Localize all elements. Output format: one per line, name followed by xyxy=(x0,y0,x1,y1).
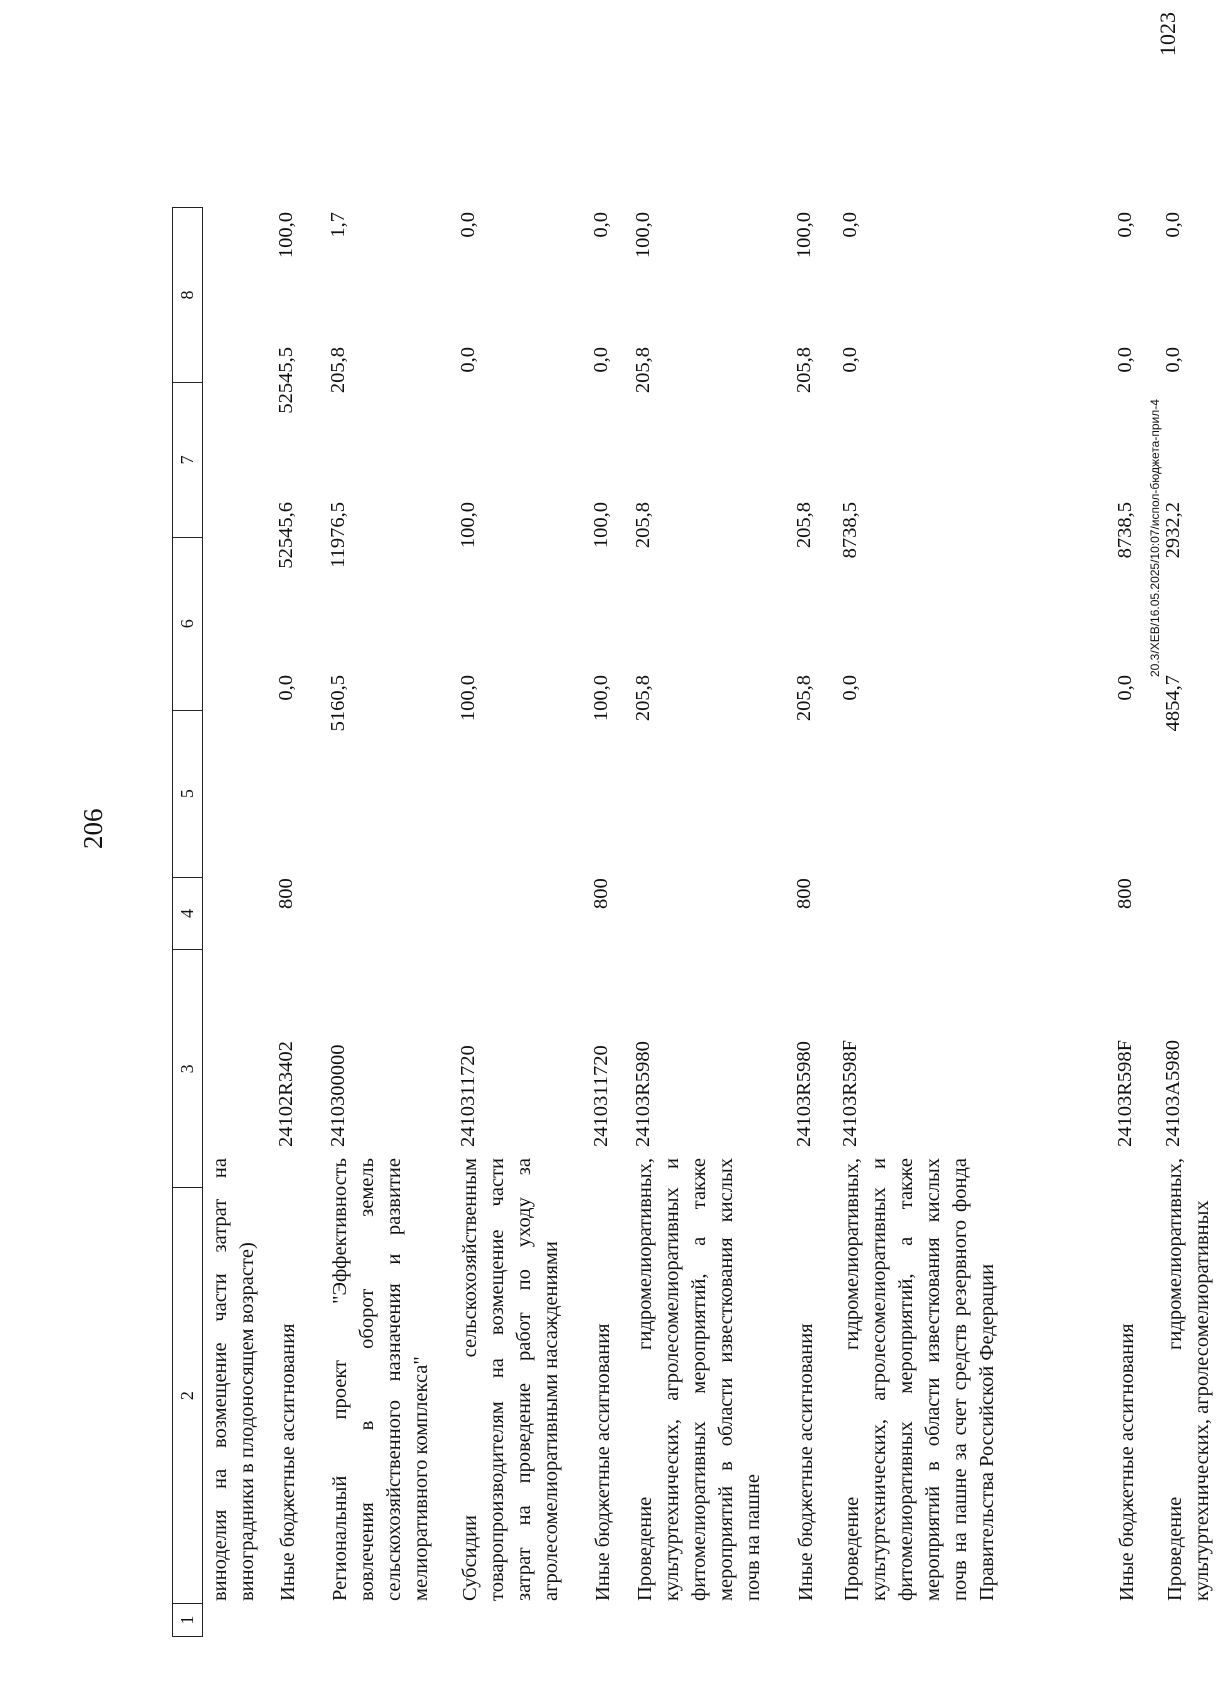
row-9-code: 24103A5980 xyxy=(1162,1039,1184,1147)
row-8-col5: 0,0 xyxy=(1114,675,1136,701)
row-9-col8: 0,0 xyxy=(1162,212,1184,238)
row-1-col7: 52545,5 xyxy=(275,347,297,414)
row-8-col8: 0,0 xyxy=(1114,212,1136,238)
row-4-col8: 0,0 xyxy=(590,212,612,238)
row-2-col6: 11976,5 xyxy=(327,502,349,568)
row-6-type: 800 xyxy=(793,878,815,909)
header-col-4: 4 xyxy=(173,877,202,950)
row-1-col8: 100,0 xyxy=(275,212,297,259)
header-col-8: 8 xyxy=(173,207,202,382)
row-0-description: виноделия на возмещение части затрат на виноградники в плодоносящем возрасте) xyxy=(209,1158,258,1601)
row-3-description: Субсидии сельскохозяйственным товаропроизводителям на возмещение части затрат на проведение работ по уходу за агролесомелиоративными насаждениями xyxy=(459,1158,562,1601)
row-7-col8: 0,0 xyxy=(839,212,861,238)
header-col-2: 2 xyxy=(173,1187,202,1603)
header-col-5: 5 xyxy=(173,710,202,877)
row-1-description: Иные бюджетные ассигнования xyxy=(277,1323,299,1601)
row-7-description: Проведение гидромелиоративных, культуртехнических, агролесомелиоративных и фитомелиоративных мероприятий, а также мероприятий в области известкования кислых почв на пашне за счет средств резервного фонда Правительства Российской Федерации xyxy=(841,1158,998,1601)
row-4-type: 800 xyxy=(590,878,612,909)
row-3-code: 2410311720 xyxy=(457,1045,479,1147)
row-5-col5: 205,8 xyxy=(632,675,654,722)
row-9-col6: 2932,2 xyxy=(1162,502,1184,559)
document-footer-code: 20.3/ХЕВ/16.05.2025/10:07/испол-бюджета-прил-4 xyxy=(1148,399,1162,677)
row-5-description: Проведение гидромелиоративных, культуртехнических, агролесомелиоративных и фитомелиоративных мероприятий, а также мероприятий в области известкования кислых почв на пашне xyxy=(634,1158,764,1601)
row-3-col6: 100,0 xyxy=(457,502,479,549)
row-4-col5: 100,0 xyxy=(590,675,612,722)
row-1-col6: 52545,6 xyxy=(275,502,297,569)
row-5-code: 24103R5980 xyxy=(632,1041,654,1147)
header-col-6: 6 xyxy=(173,537,202,710)
row-6-description: Иные бюджетные ассигнования xyxy=(795,1323,817,1601)
table-header xyxy=(172,207,203,1637)
row-4-description: Иные бюджетные ассигнования xyxy=(592,1323,614,1601)
row-3-col8: 0,0 xyxy=(457,212,479,238)
header-col-7: 7 xyxy=(173,382,202,537)
row-6-col5: 205,8 xyxy=(793,675,815,722)
row-6-col7: 205,8 xyxy=(793,347,815,394)
header-col-1: 1 xyxy=(173,1603,202,1636)
row-1-code: 24102R3402 xyxy=(275,1041,297,1147)
row-3-col7: 0,0 xyxy=(457,347,479,373)
row-2-col8: 1,7 xyxy=(327,212,349,238)
row-6-col8: 100,0 xyxy=(793,212,815,259)
row-4-col6: 100,0 xyxy=(590,502,612,549)
row-2-col7: 205,8 xyxy=(327,347,349,394)
document-sheet-number: 1023 xyxy=(1155,12,1180,56)
row-8-description: Иные бюджетные ассигнования xyxy=(1116,1323,1138,1601)
row-7-col5: 0,0 xyxy=(839,675,861,701)
row-5-col6: 205,8 xyxy=(632,502,654,549)
row-4-code: 2410311720 xyxy=(590,1045,612,1147)
row-7-col7: 0,0 xyxy=(839,347,861,373)
row-2-col5: 5160,5 xyxy=(327,675,349,732)
row-2-description: Региональный проект "Эффективность вовлечения в оборот земель сельскохозяйственного назначения и развитие мелиоративного комплекса" xyxy=(329,1158,432,1601)
row-2-code: 2410300000 xyxy=(327,1044,349,1147)
row-8-col6: 8738,5 xyxy=(1114,502,1136,559)
row-3-col5: 100,0 xyxy=(457,675,479,722)
row-4-col7: 0,0 xyxy=(590,347,612,373)
row-8-code: 24103R598F xyxy=(1114,1039,1136,1147)
row-1-type: 800 xyxy=(275,878,297,909)
row-9-col7: 0,0 xyxy=(1162,347,1184,373)
header-col-3: 3 xyxy=(173,949,202,1187)
row-8-type: 800 xyxy=(1114,878,1136,909)
row-6-code: 24103R5980 xyxy=(793,1041,815,1147)
row-5-col8: 100,0 xyxy=(632,212,654,259)
page-number: 206 xyxy=(78,808,108,849)
row-9-description: Проведение гидромелиоративных, культуртехнических, агролесомелиоративных xyxy=(1164,1158,1213,1601)
row-5-col7: 205,8 xyxy=(632,347,654,394)
row-7-code: 24103R598F xyxy=(839,1039,861,1147)
row-9-col5: 4854,7 xyxy=(1162,675,1184,732)
row-7-col6: 8738,5 xyxy=(839,502,861,559)
row-1-col5: 0,0 xyxy=(275,675,297,701)
row-8-col7: 0,0 xyxy=(1114,347,1136,373)
row-6-col6: 205,8 xyxy=(793,502,815,549)
